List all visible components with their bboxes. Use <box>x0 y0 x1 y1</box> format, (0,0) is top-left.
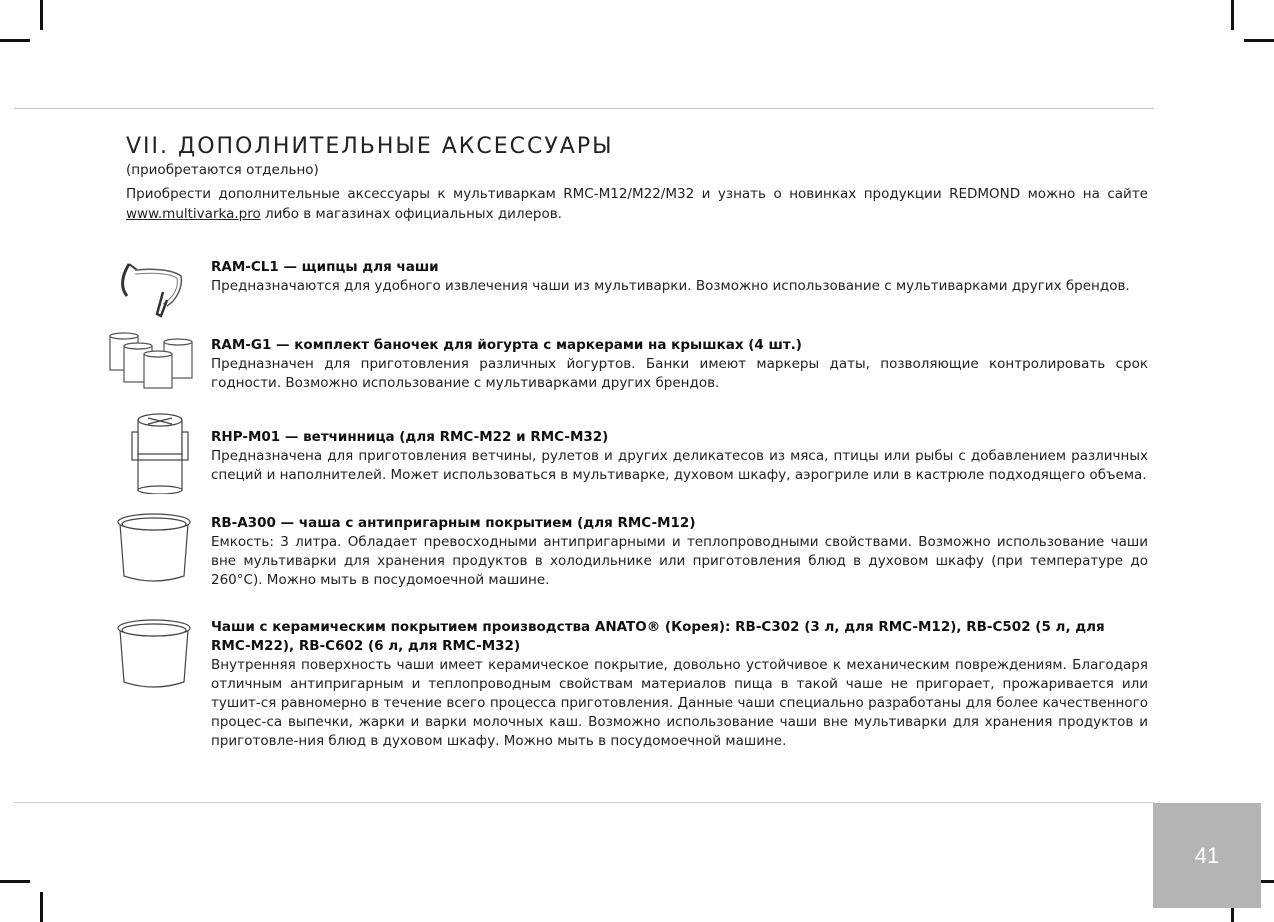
crop-mark <box>40 892 43 922</box>
item-title: RAM-G1 — комплект баночек для йогурта с маркерами на крышках (4 шт.) <box>211 337 802 353</box>
item-title: RHP-M01 — ветчинница (для RMC-M22 и RMC-M32) <box>211 429 609 445</box>
item-title: RAM-CL1 — щипцы для чаши <box>211 259 439 275</box>
bowl-icon <box>114 510 194 586</box>
tongs-icon <box>115 256 187 320</box>
crop-mark <box>1244 39 1274 42</box>
item-description: Емкость: 3 литра. Обладает превосходными антипригарными и теплопроводными свойствами. Возможно использование чаши вне мультиварки для хранения продуктов в холодильнике или приготовления блюд в духовом шкафу (при температуре до 260°С). Можно мыть в посудомоечной машине. <box>211 534 1148 588</box>
page-number: 41 <box>1153 803 1261 908</box>
yogurt-jars-icon <box>108 330 194 392</box>
crop-mark <box>0 39 30 42</box>
crop-mark <box>0 880 30 883</box>
accessory-item <box>211 258 1148 296</box>
item-title: Чаши с керамическим покрытием производства ANATO® (Корея): RB-C302 (3 л, для RMC-M12), RB-C502 (5 л, для RMC-M22), RB-C602 (6 л, для RMC-M32) <box>211 619 1105 654</box>
accessory-item <box>211 336 1148 393</box>
item-description: Предназначен для приготовления различных йогуртов. Банки имеют маркеры даты, позволяющие контролировать срок годности. Возможно использование с мультиварками других брендов. <box>211 356 1148 391</box>
ceramic-bowl-icon <box>114 616 194 692</box>
item-description: Предназначена для приготовления ветчины, рулетов и других деликатесов из мяса, птицы или рыбы с добавлением различных специй и наполнителей. Может использоваться в мультиварке, духовом шкафу, аэрогриле или в кастрюле подходящего объема. <box>211 448 1148 483</box>
crop-mark <box>40 0 43 30</box>
item-description: Внутренняя поверхность чаши имеет керамическое покрытие, довольно устойчивое к механическим повреждениям. Благодаря отличным антипригарным и теплопроводным свойствам материалов пища в такой чаше не пригорает, прожаривается или тушит-ся равномерно в течение всего процесса приготовления. Данные чаши специально разработаны для более качественного процес-са выпечки, жарки и варки молочных каш. Возможно использование чаши вне мультиварки для хранения продуктов и приготовле-ния блюд в духовом шкафу. Можно мыть в посудомоечной машине. <box>211 657 1148 749</box>
ham-maker-icon <box>128 410 192 494</box>
accessory-item <box>211 514 1148 590</box>
website-link[interactable]: www.multivarka.pro <box>126 206 261 222</box>
accessory-item <box>211 618 1148 751</box>
crop-mark <box>1231 0 1234 30</box>
accessory-item <box>211 428 1148 485</box>
intro-text: Приобрести дополнительные аксессуары к мультиваркам RMC-M12/M22/M32 и узнать о новинках продукции REDMOND можно на сайте <box>126 186 1148 202</box>
top-divider <box>14 108 1154 109</box>
intro-tail: либо в магазинах официальных дилеров. <box>260 206 562 222</box>
item-title: RB-A300 — чаша с антипригарным покрытием (для RMC-M12) <box>211 515 696 531</box>
section-subtitle: (приобретаются отдельно) <box>126 162 319 178</box>
section-title: VII. ДОПОЛНИТЕЛЬНЫЕ АКСЕССУАРЫ <box>126 134 614 159</box>
bottom-divider <box>14 802 1154 803</box>
intro-paragraph <box>126 184 1148 224</box>
item-description: Предназначаются для удобного извлечения чаши из мультиварки. Возможно использование с мультиварками других брендов. <box>211 278 1130 294</box>
